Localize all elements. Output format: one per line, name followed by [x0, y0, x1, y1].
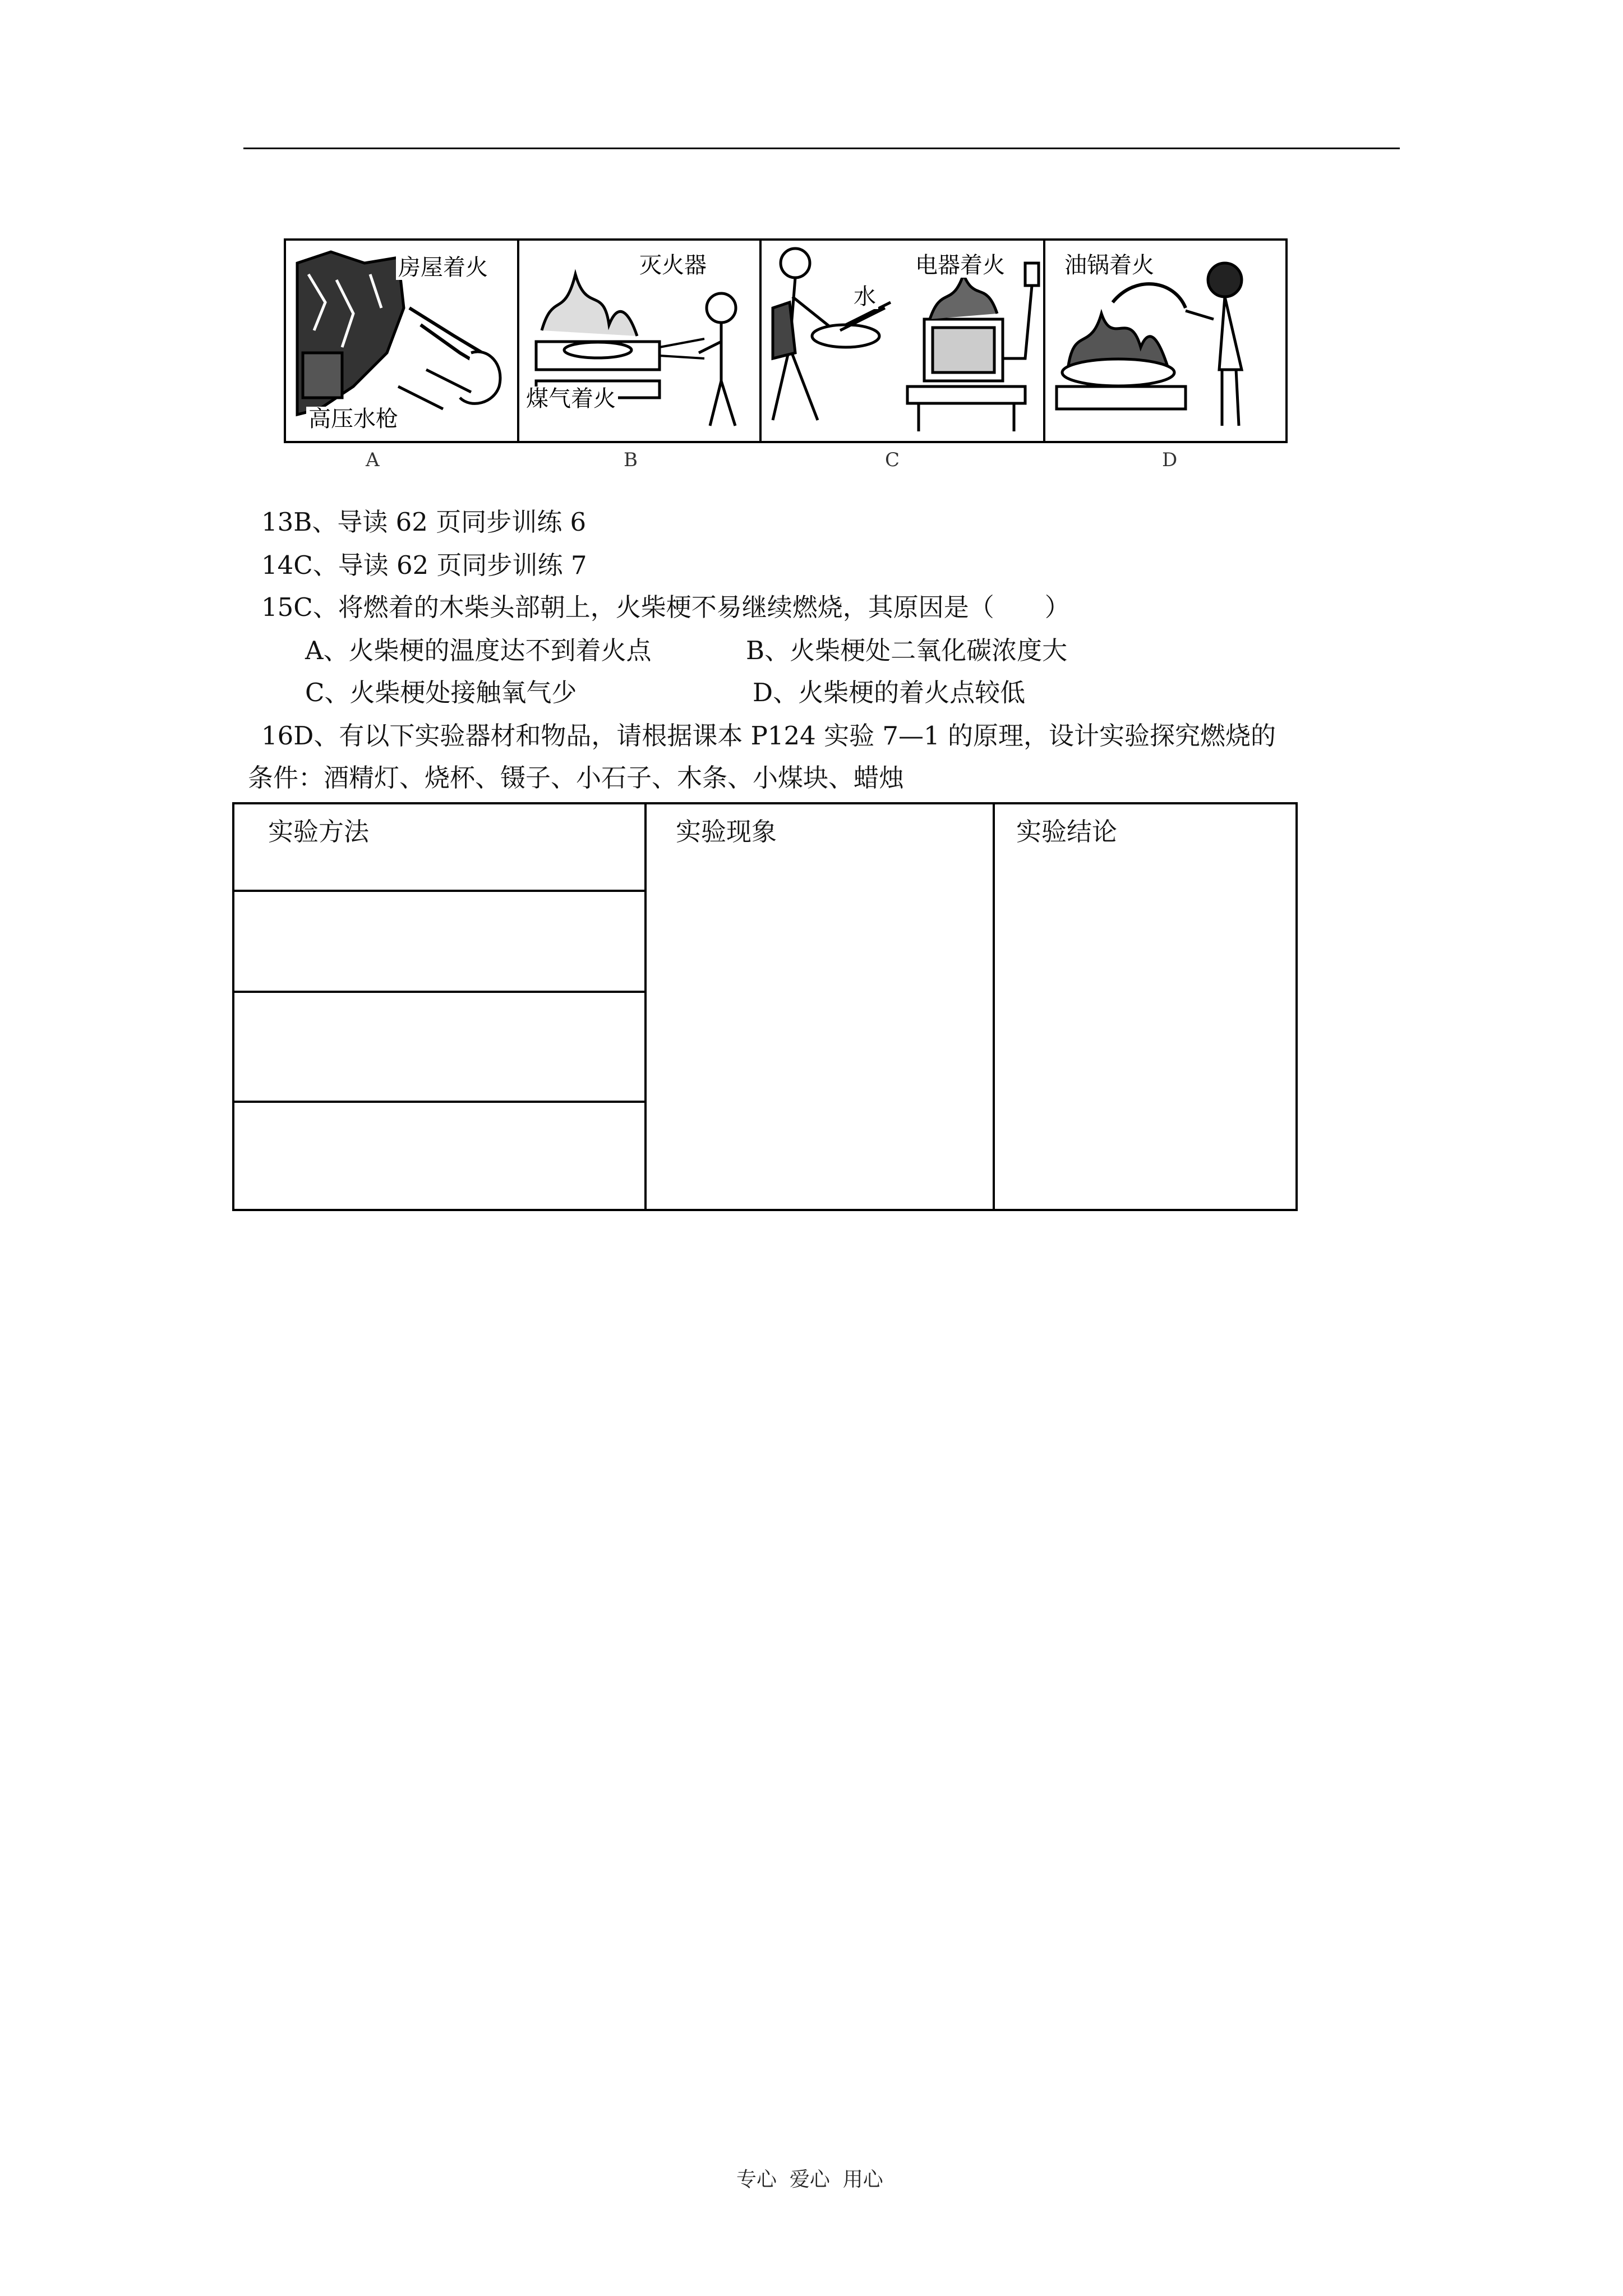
panel-letter-d: D [1162, 449, 1178, 471]
panel-b [519, 241, 762, 441]
label-high-pressure-hose: 高压水枪 [306, 407, 400, 431]
label-extinguisher: 灭火器 [637, 253, 709, 278]
conclusion-column [994, 803, 1297, 1210]
panel-c [762, 241, 1045, 441]
panel-letter-a: A [366, 449, 380, 471]
panel-letter-b: B [624, 449, 638, 471]
question-16-line-2: 条件：酒精灯、烧杯、镊子、小石子、木条、小煤块、蜡烛 [248, 763, 905, 793]
method-header-cell [233, 803, 645, 891]
question-16-line-1: 16D、有以下实验器材和物品，请根据课本 P124 实验 7—1 的原理，设计实验探究燃烧的 [261, 721, 1276, 751]
page-footer: 专心 爱心 用心 [736, 2168, 883, 2191]
label-gas-fire: 煤气着火 [524, 386, 618, 411]
question-15: 15C、将燃着的木柴头部朝上，火柴梗不易继续燃烧，其原因是（ ） [261, 592, 1070, 622]
question-15-option-c: C、火柴梗处接触氧气少 [305, 678, 577, 707]
panel-d [1045, 241, 1285, 441]
method-cell-1 [233, 891, 645, 992]
conclusion-header: 实验结论 [1016, 817, 1118, 846]
experiment-table [232, 802, 1298, 1211]
question-15-option-a: A、火柴梗的温度达不到着火点 [305, 636, 652, 665]
method-cell-2 [233, 992, 645, 1102]
header-rule [243, 148, 1400, 149]
method-cell-3 [233, 1102, 645, 1210]
method-header: 实验方法 [268, 817, 370, 846]
label-house-fire: 房屋着火 [396, 255, 490, 280]
label-oil-pan-fire: 油锅着火 [1062, 253, 1156, 278]
question-15-option-b: B、火柴梗处二氧化碳浓度大 [746, 636, 1068, 665]
phenomenon-header: 实验现象 [676, 817, 777, 846]
phenomenon-column [645, 803, 994, 1210]
question-15-option-d: D、火柴梗的着火点较低 [753, 678, 1026, 707]
panel-letter-c: C [885, 449, 900, 471]
question-13: 13B、导读 62 页同步训练 6 [261, 507, 587, 537]
question-14: 14C、导读 62 页同步训练 7 [261, 550, 587, 580]
label-electrical-fire: 电器着火 [913, 253, 1007, 278]
label-water: 水 [851, 284, 878, 309]
panel-a [286, 241, 519, 441]
fire-scenarios-figure [284, 238, 1288, 443]
